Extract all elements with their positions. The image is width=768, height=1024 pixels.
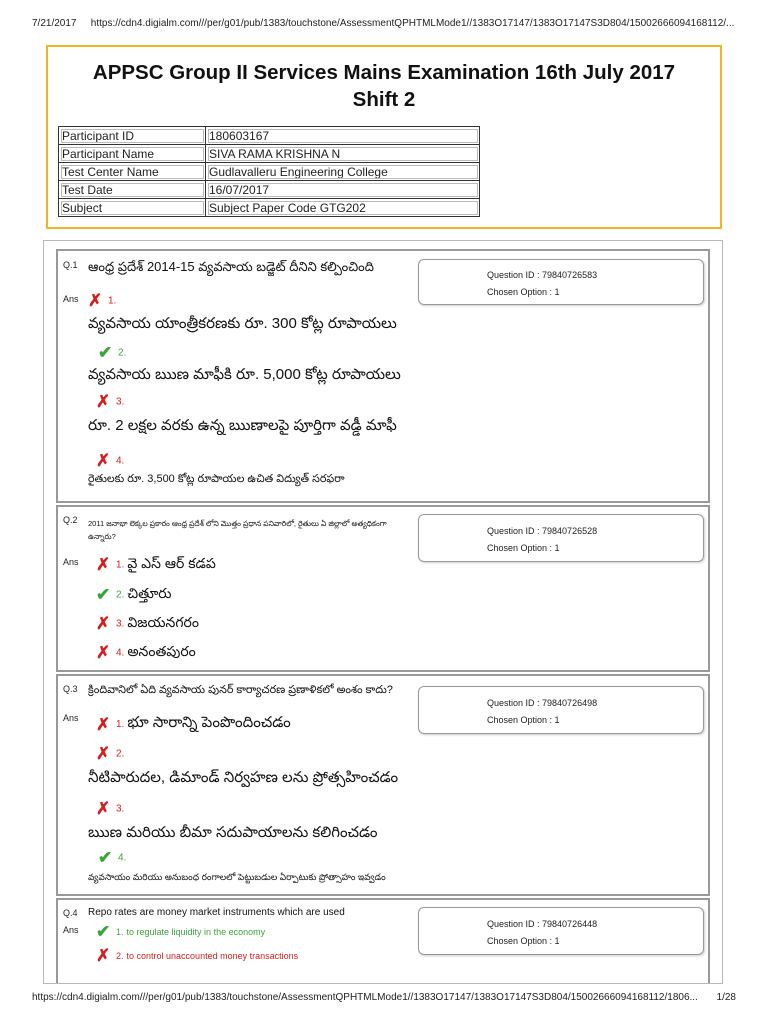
question-block	[56, 249, 710, 503]
option-2: ✔ 2.	[98, 343, 127, 362]
option-2: ✗ 2.	[96, 744, 125, 763]
cross-icon: ✗	[96, 744, 111, 763]
info-key: Test Date	[59, 181, 206, 199]
info-key: Participant ID	[59, 127, 206, 145]
question-info-box	[418, 907, 704, 955]
option-3: ✗ 3.	[96, 799, 125, 818]
option-1: ✗ 1.	[88, 291, 117, 310]
ans-label: Ans	[63, 713, 79, 723]
info-row	[59, 127, 480, 145]
question-number: Q.3	[63, 684, 78, 694]
participant-info-table	[58, 126, 480, 217]
cross-icon: ✗	[88, 291, 103, 310]
cross-icon: ✗	[96, 714, 111, 734]
info-value: 180603167	[206, 127, 480, 145]
question-block	[56, 898, 710, 984]
info-key: Subject	[59, 199, 206, 217]
cross-icon: ✗	[96, 392, 111, 411]
chosen-option: Chosen Option : 1	[487, 936, 560, 946]
print-date: 7/21/2017	[32, 18, 77, 29]
option-4: ✗ 4.	[96, 451, 125, 470]
chosen-option: Chosen Option : 1	[487, 287, 560, 297]
question-block	[56, 674, 710, 896]
check-icon: ✔	[96, 922, 111, 941]
question-number: Q.2	[63, 515, 78, 525]
option-1: ✔ 1. to regulate liquidity in the economy	[96, 922, 266, 941]
cross-icon: ✗	[96, 614, 111, 633]
cross-icon: ✗	[96, 555, 111, 574]
question-number: Q.1	[63, 260, 78, 270]
question-text: Repo rates are money market instruments which are used	[88, 907, 345, 918]
option-2-text: నీటిపారుదల, డిమాండ్ నిర్వహణ లను ప్రోత్సహించడం	[88, 769, 399, 786]
exam-header	[46, 45, 722, 229]
ans-label: Ans	[63, 925, 79, 935]
bottom-url[interactable]: https://cdn4.digialm.com///per/g01/pub/1383/touchstone/AssessmentQPHTMLMode1//1383O17147/1383O17147S3D804/15002666094168112/1806...	[32, 992, 698, 1003]
info-value: SIVA RAMA KRISHNA N	[206, 145, 480, 163]
info-row	[59, 181, 480, 199]
info-value: Subject Paper Code GTG202	[206, 199, 480, 217]
question-id: Question ID : 79840726528	[487, 526, 598, 536]
option-4-text: వ్యవసాయం మరియు అనుబంధ రంగాలలో పెట్టుబడుల ఏర్పాటుకు ప్రోత్సాహం ఇవ్వడం	[88, 872, 386, 882]
top-url[interactable]: https://cdn4.digialm.com///per/g01/pub/1383/touchstone/AssessmentQPHTMLMode1//1383O17147/1383O17147S3D804/15002666094168112/...	[90, 18, 735, 29]
question-number: Q.4	[63, 908, 78, 918]
option-3-text: ఋణ మరియు బీమా సదుపాయాలను కలిగించడం	[88, 824, 378, 841]
option-4: ✔ 4.	[98, 848, 127, 867]
question-text: 2011 జనాభా లెక్కల ప్రకారం ఆంధ్ర ప్రదేశ్ లోని మొత్తం ప్రధాన పనివారిలో, రైతులు ఏ జిల్లాలో అత్యధికంగా ఉన్నారు?	[88, 519, 387, 541]
browser-footer	[32, 992, 736, 1003]
cross-icon: ✗	[96, 946, 111, 965]
exam-title: APPSC Group II Services Mains Examination 16th July 2017 Shift 2	[92, 61, 676, 111]
check-icon: ✔	[98, 848, 113, 867]
question-id: Question ID : 79840726583	[487, 270, 598, 280]
info-value: Gudlavalleru Engineering College	[206, 163, 480, 181]
question-info-box	[418, 514, 704, 562]
option-1: ✗ 1. వై ఎస్ ఆర్ కడప	[96, 555, 216, 574]
question-info-box	[418, 259, 704, 305]
option-4-text: రైతులకు రూ. 3,500 కోట్ల రూపాయల ఉచిత విద్యుత్ సరఫరా	[88, 473, 345, 485]
option-4: ✗ 4. అనంతపురం	[96, 643, 196, 662]
option-1: ✗ 1. భూ సారాన్ని పెంపొందించడం	[96, 714, 291, 734]
question-panel	[43, 240, 723, 984]
option-1-text: వ్యవసాయ యాంత్రీకరణకు రూ. 300 కోట్ల రూపాయలు	[88, 315, 397, 332]
question-text: క్రిందివానిలో ఏది వ్యవసాయ పునర్ కార్యాచరణ ప్రణాళికలో అంశం కాదు?	[88, 684, 393, 696]
option-2: ✔ 2. చిత్తూరు	[96, 585, 172, 604]
chosen-option: Chosen Option : 1	[487, 715, 560, 725]
info-key: Participant Name	[59, 145, 206, 163]
cross-icon: ✗	[96, 799, 111, 818]
chosen-option: Chosen Option : 1	[487, 543, 560, 553]
ans-label: Ans	[63, 294, 79, 304]
cross-icon: ✗	[96, 643, 111, 662]
question-text: ఆంధ్ర ప్రదేశ్ 2014-15 వ్యవసాయ బడ్జెట్ దీనిని కల్పించింది	[88, 259, 374, 274]
question-id: Question ID : 79840726498	[487, 698, 598, 708]
option-3-text: రూ. 2 లక్షల వరకు ఉన్న ఋణాలపై పూర్తిగా వడ్డీ మాఫీ	[88, 417, 397, 434]
info-key: Test Center Name	[59, 163, 206, 181]
question-info-box	[418, 686, 704, 734]
option-2: ✗ 2. to control unaccounted money transactions	[96, 946, 299, 965]
info-row	[59, 145, 480, 163]
info-row	[59, 199, 480, 217]
info-row	[59, 163, 480, 181]
page-number: 1/28	[716, 992, 736, 1003]
check-icon: ✔	[96, 585, 111, 604]
ans-label: Ans	[63, 557, 79, 567]
info-value: 16/07/2017	[206, 181, 480, 199]
question-block	[56, 505, 710, 672]
check-icon: ✔	[98, 343, 113, 362]
question-id: Question ID : 79840726448	[487, 919, 598, 929]
browser-header	[32, 18, 736, 29]
option-3: ✗ 3.	[96, 392, 125, 411]
cross-icon: ✗	[96, 451, 111, 470]
option-3: ✗ 3. విజయనగరం	[96, 614, 199, 633]
option-2-text: వ్యవసాయ ఋణ మాఫీకి రూ. 5,000 కోట్ల రూపాయలు	[88, 366, 401, 383]
